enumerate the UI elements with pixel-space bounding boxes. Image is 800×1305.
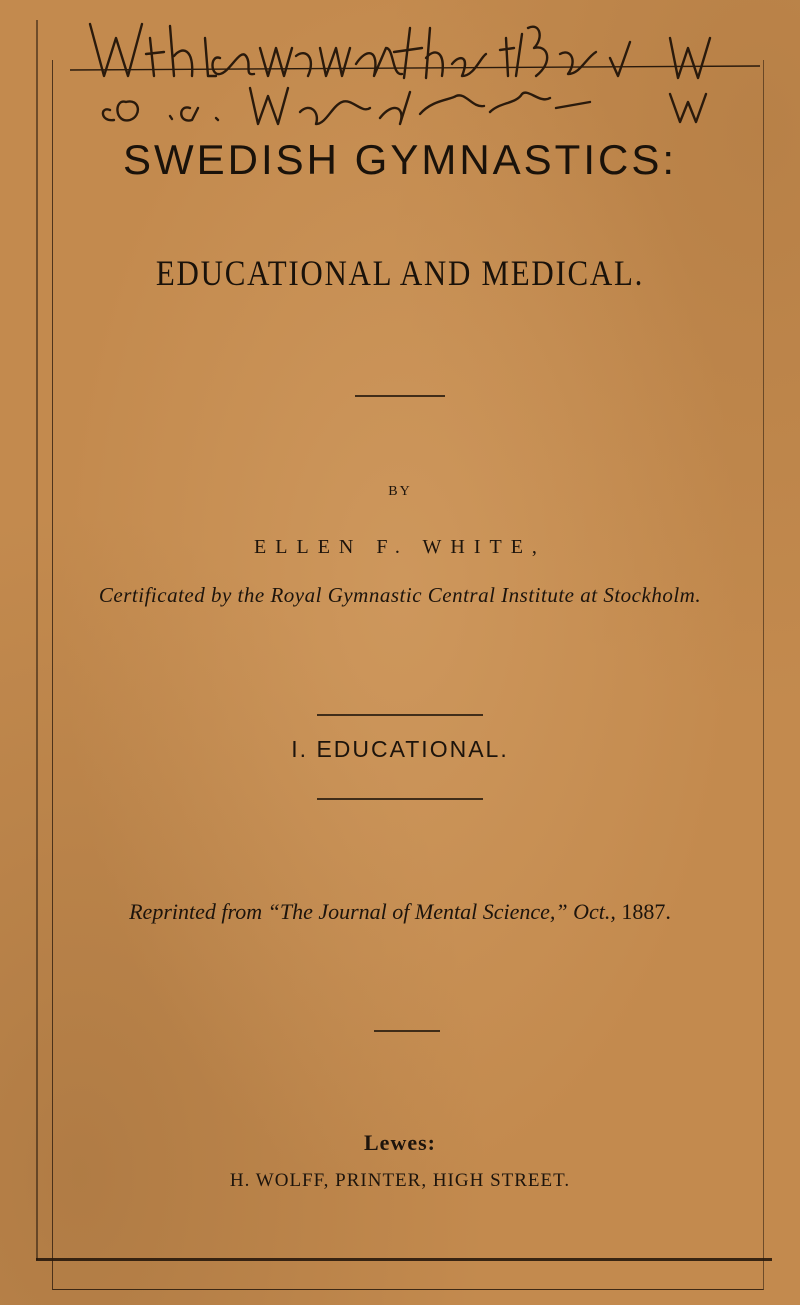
author-name: ELLEN F. WHITE, <box>254 536 546 558</box>
divider-rule-top <box>355 395 445 397</box>
page-frame <box>52 60 764 1290</box>
printer-line: H. WOLFF, PRINTER, HIGH STREET. <box>229 1170 571 1191</box>
book-subtitle: EDUCATIONAL AND MEDICAL. <box>155 253 645 293</box>
journal-name: “The Journal of Mental Science,” <box>267 899 568 924</box>
handwritten-inscription <box>70 18 760 128</box>
by-label: BY <box>388 484 412 499</box>
divider-rule-bottom <box>374 1030 440 1032</box>
handwritten-inscription-text <box>760 18 761 19</box>
handwritten-inscription-drawing <box>70 18 760 128</box>
divider-rule-below-section <box>317 798 483 800</box>
divider-rule-above-section <box>317 714 483 716</box>
outer-left-rule <box>36 20 38 1260</box>
reprint-notice <box>0 899 800 925</box>
section-heading: I. EDUCATIONAL. <box>291 736 509 762</box>
imprint-place: Lewes: <box>364 1130 436 1155</box>
reprint-prefix: Reprinted from <box>129 899 263 924</box>
book-title: SWEDISH GYMNASTICS: <box>122 136 678 183</box>
author-credential: Certificated by the Royal Gymnastic Central Institute at Stockholm. <box>98 583 702 607</box>
reprint-year: 1887. <box>621 899 671 924</box>
reprint-issue: Oct., <box>573 899 616 924</box>
